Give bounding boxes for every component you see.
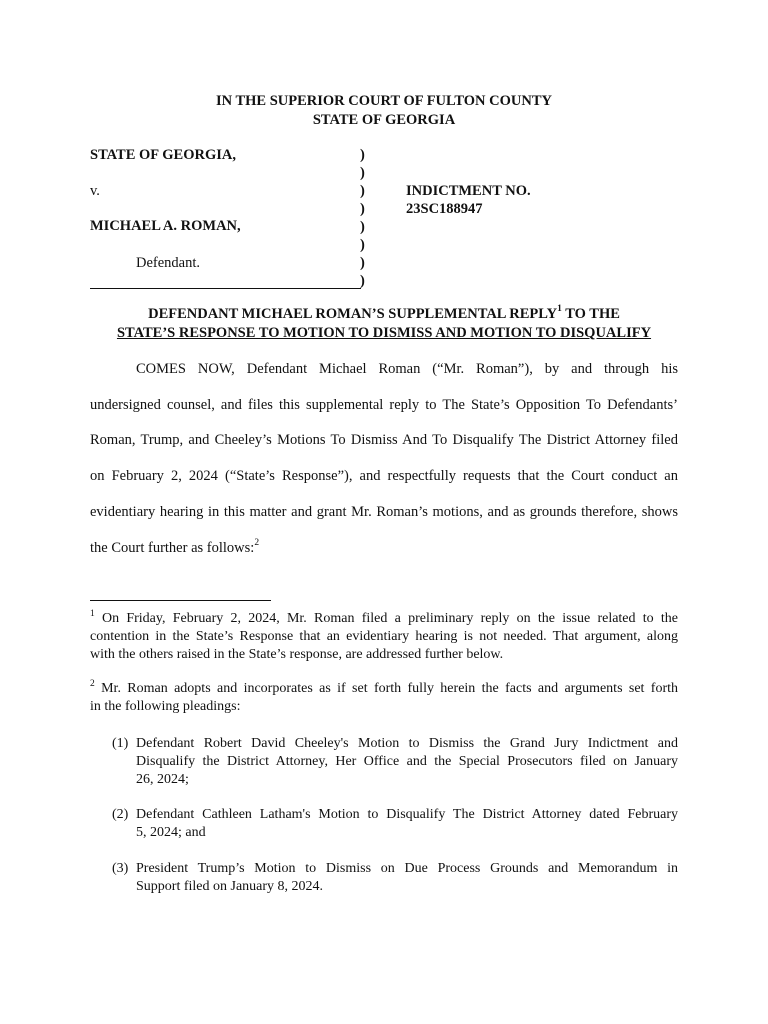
caption-paren: ) bbox=[360, 165, 365, 181]
list-item-number: (2) bbox=[112, 807, 129, 822]
footnote-1-line: with the others raised in the State’s response, are addressed further below. bbox=[90, 647, 504, 662]
body-line: evidentiary hearing in this matter and grant Mr. Roman’s motions, and as grounds therefore, shows bbox=[90, 504, 678, 520]
caption-rule bbox=[90, 288, 361, 289]
body-line: Roman, Trump, and Cheeley’s Motions To Dismiss And To Disqualify The District Attorney filed bbox=[90, 432, 678, 448]
caption-paren: ) bbox=[360, 255, 365, 271]
body-line: on February 2, 2024 (“State’s Response”), and respectfully requests that the Court conduct an bbox=[90, 468, 678, 484]
caption-defendant-role: Defendant. bbox=[136, 255, 201, 271]
footnote-1-line: contention in the State’s Response that an evidentiary hearing is not needed. That argument, along bbox=[90, 629, 678, 644]
list-item-line: Defendant Robert David Cheeley's Motion to Dismiss the Grand Jury Indictment and bbox=[136, 736, 678, 751]
document-title-line2 bbox=[0, 325, 768, 342]
list-item-line: Defendant Cathleen Latham's Motion to Disqualify The District Attorney dated February bbox=[136, 807, 678, 822]
court-name: IN THE SUPERIOR COURT OF FULTON COUNTY bbox=[215, 93, 552, 109]
footnote-ref-1: 1 bbox=[557, 304, 562, 314]
body-line: undersigned counsel, and files this supplemental reply to The State’s Opposition To Defendants’ bbox=[90, 397, 678, 413]
list-item-number: (1) bbox=[112, 736, 129, 751]
body-line-last bbox=[90, 540, 678, 557]
list-item-line: Support filed on January 8, 2024. bbox=[136, 879, 324, 894]
footnote-marker: 2 bbox=[90, 679, 95, 689]
footnote-marker: 1 bbox=[90, 609, 95, 619]
caption-paren: ) bbox=[360, 201, 365, 217]
caption-defendant-name: MICHAEL A. ROMAN, bbox=[90, 218, 241, 234]
list-item-line: 5, 2024; and bbox=[136, 825, 206, 840]
caption-paren: ) bbox=[360, 147, 365, 163]
footnote-ref-2: 2 bbox=[254, 538, 260, 548]
body-text: the Court further as follows: bbox=[90, 540, 255, 556]
footnote-2-line bbox=[90, 681, 678, 697]
footnote-1-line bbox=[90, 611, 678, 627]
body-line: COMES NOW, Defendant Michael Roman (“Mr. Roman”), by and through his bbox=[136, 361, 678, 377]
title-text-underlined: STATE’S RESPONSE TO MOTION TO DISMISS AND MOTION TO DISQUALIFY bbox=[116, 325, 652, 341]
caption-paren: ) bbox=[360, 219, 365, 235]
list-item-line: President Trump’s Motion to Dismiss on Due Process Grounds and Memorandum in bbox=[136, 861, 678, 876]
title-text: DEFENDANT MICHAEL ROMAN’S SUPPLEMENTAL REPLY bbox=[148, 306, 558, 322]
caption-paren: ) bbox=[360, 183, 365, 199]
indictment-number: 23SC188947 bbox=[406, 201, 483, 217]
footnote-separator bbox=[90, 600, 271, 601]
document-title-line1 bbox=[0, 306, 768, 323]
indictment-label: INDICTMENT NO. bbox=[406, 183, 531, 199]
footnote-text: On Friday, February 2, 2024, Mr. Roman filed a preliminary reply on the issue related to the bbox=[94, 611, 678, 626]
court-state: STATE OF GEORGIA bbox=[312, 112, 456, 128]
footnote-text: Mr. Roman adopts and incorporates as if set forth fully herein the facts and arguments set forth bbox=[94, 681, 678, 696]
footnote-2-line: in the following pleadings: bbox=[90, 699, 241, 714]
list-item-number: (3) bbox=[112, 861, 129, 876]
list-item-line: Disqualify the District Attorney, Her Office and the Special Prosecutors filed on January bbox=[136, 754, 678, 769]
caption-plaintiff: STATE OF GEORGIA, bbox=[90, 147, 236, 163]
title-text-end: TO THE bbox=[561, 306, 620, 322]
list-item-line: 26, 2024; bbox=[136, 772, 189, 787]
caption-paren: ) bbox=[360, 273, 365, 289]
caption-versus: v. bbox=[90, 183, 100, 199]
caption-paren: ) bbox=[360, 237, 365, 253]
